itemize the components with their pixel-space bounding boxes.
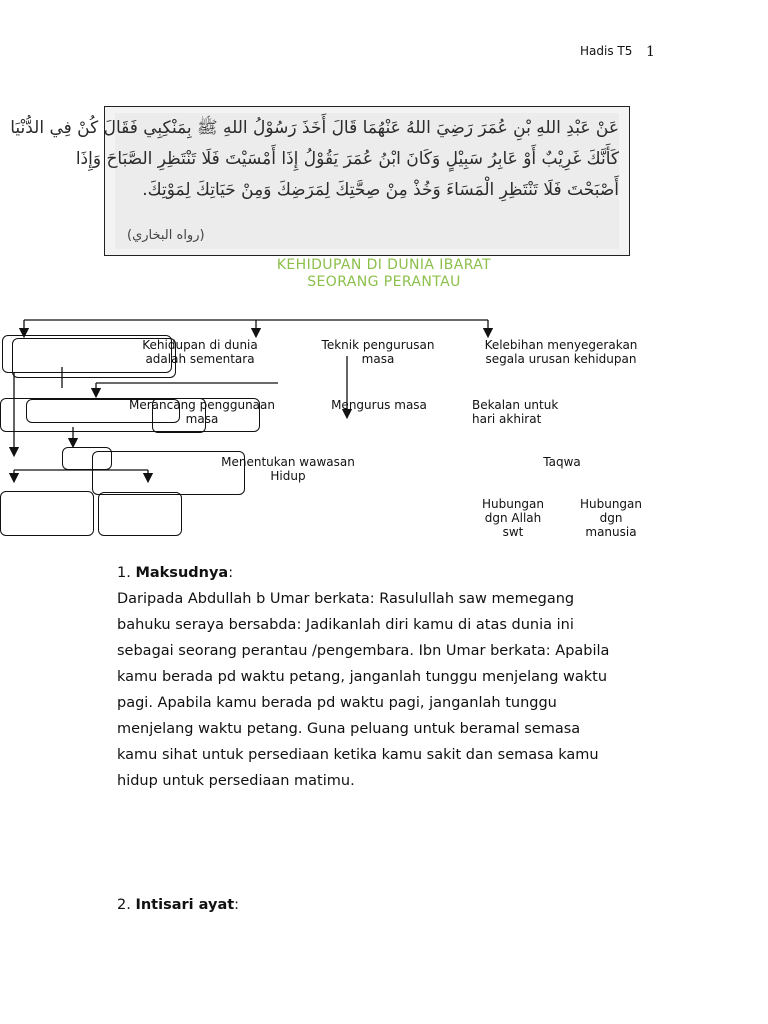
- paragraph-line: kamu sihat untuk persediaan ketika kamu sakit dan semasa kamu: [117, 747, 599, 763]
- box-bottom-right: [98, 492, 182, 536]
- label-bekalan-line2: hari akhirat: [472, 412, 542, 426]
- label-merancang-line1: Merancang penggunaan: [129, 398, 275, 412]
- title-line-1: KEHIDUPAN DI DUNIA IBARAT: [276, 257, 492, 273]
- label-kehidupan-line1: Kehidupan di dunia: [142, 338, 258, 352]
- label-kelebihan-line2: segala urusan kehidupan: [485, 352, 637, 366]
- label-hub-manusia-line1: Hubungan: [579, 497, 643, 511]
- label-kelebihan: [470, 338, 652, 366]
- label-bekalan-line1: Bekalan untuk: [472, 398, 559, 412]
- section1-colon: :: [228, 565, 234, 581]
- label-mengurus: Mengurus masa: [331, 398, 427, 412]
- section1-number: 1.: [117, 565, 136, 581]
- section2-number: 2.: [117, 897, 136, 913]
- section1-title: Maksudnya: [135, 565, 229, 581]
- page-number: 1: [646, 44, 655, 60]
- label-hub-allah-line2: dgn Allah: [484, 511, 542, 525]
- label-bekalan: [472, 398, 582, 426]
- label-kehidupan-line2: adalah sementara: [145, 352, 255, 366]
- paragraph-line: sebagai seorang perantau /pengembara. Ibn Umar berkata: Apabila: [117, 643, 610, 659]
- label-hub-allah-line1: Hubungan: [481, 497, 545, 511]
- label-hub-manusia-line3: manusia: [585, 525, 637, 539]
- paragraph-line: pagi. Apabila kamu berada pd waktu pagi, janganlah tunggu: [117, 695, 557, 711]
- label-kelebihan-line1: Kelebihan menyegerakan: [484, 338, 638, 352]
- arabic-line-2: كَأَنَّكَ غَرِيْبٌ أَوْ عَابِرُ سَبِيْلٍ وَكَانَ ابْنُ عُمَرَ يَقُوْلُ إِذَا أَمْسَيْتَ فَلَا تَنْتَظِرِ الصَّبَاحَ وَإِذَا: [75, 149, 619, 169]
- section1-heading: [117, 560, 657, 586]
- label-hubungan-allah: [468, 497, 558, 539]
- section2-colon: :: [234, 897, 240, 913]
- label-teknik-line2: masa: [361, 352, 395, 366]
- arabic-line-1: عَنْ عَبْدِ اللهِ بْنِ عُمَرَ رَضِيَ اللهُ عَنْهُمَا قَالَ أَخَذَ رَسُوْلُ اللهِ ﷺ بِمَنْكِبِي فَقَالَ كُنْ فِي الدُّنْيَا: [10, 118, 619, 138]
- label-merancang-line2: masa: [185, 412, 219, 426]
- arabic-reference: (رواه البخاري): [127, 228, 205, 243]
- header-label: Hadis T5: [580, 44, 633, 58]
- title-line-2: SEORANG PERANTAU: [307, 274, 461, 290]
- label-menentukan-line1: Menentukan wawasan: [221, 455, 355, 469]
- label-hub-allah-line3: swt: [502, 525, 524, 539]
- section1-paragraph: [117, 586, 657, 794]
- label-kehidupan: [120, 338, 280, 366]
- paragraph-line: bahuku seraya bersabda: Jadikanlah diri kamu di atas dunia ini: [117, 617, 574, 633]
- paragraph-line: menjelang waktu petang. Guna peluang untuk beramal semasa: [117, 721, 581, 737]
- section2-title: Intisari ayat: [135, 897, 235, 913]
- paragraph-line: kamu berada pd waktu petang, janganlah tunggu menjelang waktu: [117, 669, 608, 685]
- label-menentukan: [196, 455, 380, 483]
- section2-heading: [117, 892, 657, 918]
- paragraph-line: hidup untuk persediaan matimu.: [117, 773, 355, 789]
- label-merancang: [112, 398, 292, 426]
- label-taqwa: Taqwa: [543, 455, 581, 469]
- label-teknik-line1: Teknik pengurusan: [321, 338, 435, 352]
- box-bottom-left: [0, 491, 94, 536]
- label-hub-manusia-line2: dgn: [599, 511, 623, 525]
- paragraph-line: Daripada Abdullah b Umar berkata: Rasulullah saw memegang: [117, 591, 575, 607]
- label-hubungan-manusia: [566, 497, 656, 539]
- label-menentukan-line2: Hidup: [270, 469, 306, 483]
- label-teknik: [298, 338, 458, 366]
- arabic-line-3: أَصْبَحْتَ فَلَا تَنْتَظِرِ الْمَسَاءَ وَخُذْ مِنْ صِحَّتِكَ لِمَرَضِكَ وَمِنْ حَيَاتِكَ لِمَوْتِكَ.: [142, 180, 619, 200]
